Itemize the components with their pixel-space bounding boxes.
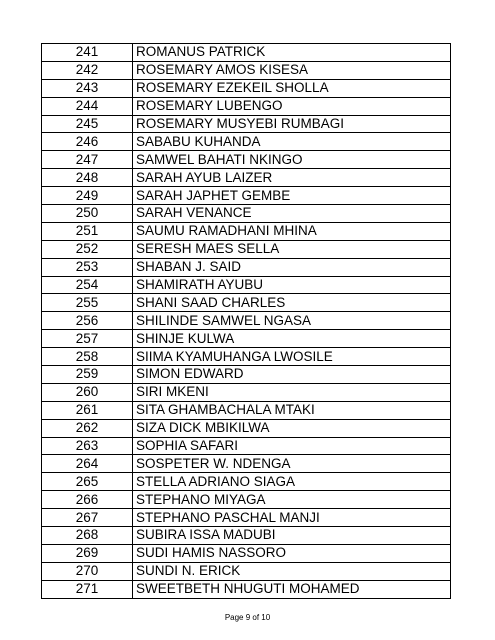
row-number: 252 [42,240,133,258]
row-number: 254 [42,276,133,294]
table-row [42,562,451,580]
table-row [42,348,451,366]
row-number: 259 [42,366,133,384]
table-row [42,276,451,294]
row-number: 270 [42,562,133,580]
row-name: SIMON EDWARD [133,366,451,384]
table-row [42,115,451,133]
row-number: 268 [42,527,133,545]
row-name: STEPHANO MIYAGA [133,491,451,509]
row-name: SARAH JAPHET GEMBE [133,187,451,205]
table-row [42,222,451,240]
row-name: SAUMU RAMADHANI MHINA [133,222,451,240]
row-name: SHANI SAAD CHARLES [133,294,451,312]
row-name: ROSEMARY EZEKEIL SHOLLA [133,79,451,97]
names-table [41,43,451,599]
table-row [42,44,451,62]
row-number: 255 [42,294,133,312]
table-row [42,151,451,169]
table-row [42,419,451,437]
row-number: 253 [42,258,133,276]
row-name: SUDI HAMIS NASSORO [133,544,451,562]
table-row [42,240,451,258]
row-number: 266 [42,491,133,509]
row-number: 269 [42,544,133,562]
row-name: SIRI MKENI [133,383,451,401]
row-number: 250 [42,205,133,223]
table-row [42,294,451,312]
row-name: SHAMIRATH AYUBU [133,276,451,294]
table-row [42,437,451,455]
row-number: 245 [42,115,133,133]
table-row [42,473,451,491]
row-number: 265 [42,473,133,491]
row-name: ROMANUS PATRICK [133,44,451,62]
row-name: SUBIRA ISSA MADUBI [133,527,451,545]
table-row [42,491,451,509]
row-name: SARAH AYUB LAIZER [133,169,451,187]
row-name: SHILINDE SAMWEL NGASA [133,312,451,330]
row-name: SARAH VENANCE [133,205,451,223]
row-name: SABABU KUHANDA [133,133,451,151]
row-name: SOPHIA SAFARI [133,437,451,455]
row-number: 271 [42,580,133,598]
row-name: SHINJE KULWA [133,330,451,348]
table-row [42,509,451,527]
table-row [42,79,451,97]
row-name: SHABAN J. SAID [133,258,451,276]
row-number: 243 [42,79,133,97]
row-name: ROSEMARY LUBENGO [133,97,451,115]
row-number: 247 [42,151,133,169]
table-row [42,133,451,151]
row-number: 242 [42,61,133,79]
row-name: SOSPETER W. NDENGA [133,455,451,473]
row-name: SWEETBETH NHUGUTI MOHAMED [133,580,451,598]
row-number: 267 [42,509,133,527]
row-name: STEPHANO PASCHAL MANJI [133,509,451,527]
row-name: SIIMA KYAMUHANGA LWOSILE [133,348,451,366]
row-number: 246 [42,133,133,151]
row-name: SAMWEL BAHATI NKINGO [133,151,451,169]
row-number: 241 [42,44,133,62]
table-row [42,97,451,115]
row-number: 244 [42,97,133,115]
table-row [42,383,451,401]
row-number: 249 [42,187,133,205]
row-name: SERESH MAES SELLA [133,240,451,258]
row-name: STELLA ADRIANO SIAGA [133,473,451,491]
row-name: SIZA DICK MBIKILWA [133,419,451,437]
table-row [42,169,451,187]
row-number: 262 [42,419,133,437]
table-row [42,401,451,419]
table-row [42,544,451,562]
row-number: 258 [42,348,133,366]
row-number: 248 [42,169,133,187]
table-row [42,527,451,545]
table-row [42,366,451,384]
table-row [42,455,451,473]
row-name: SITA GHAMBACHALA MTAKI [133,401,451,419]
table-row [42,258,451,276]
table-row [42,580,451,598]
page-number-footer: Page 9 of 10 [224,613,271,622]
table-row [42,187,451,205]
row-number: 257 [42,330,133,348]
table-row [42,330,451,348]
names-table-body [42,44,451,599]
row-name: ROSEMARY AMOS KISESA [133,61,451,79]
table-row [42,61,451,79]
row-number: 256 [42,312,133,330]
row-number: 261 [42,401,133,419]
row-number: 264 [42,455,133,473]
row-number: 260 [42,383,133,401]
row-number: 263 [42,437,133,455]
row-number: 251 [42,222,133,240]
table-row [42,312,451,330]
table-row [42,205,451,223]
row-name: SUNDI N. ERICK [133,562,451,580]
row-name: ROSEMARY MUSYEBI RUMBAGI [133,115,451,133]
